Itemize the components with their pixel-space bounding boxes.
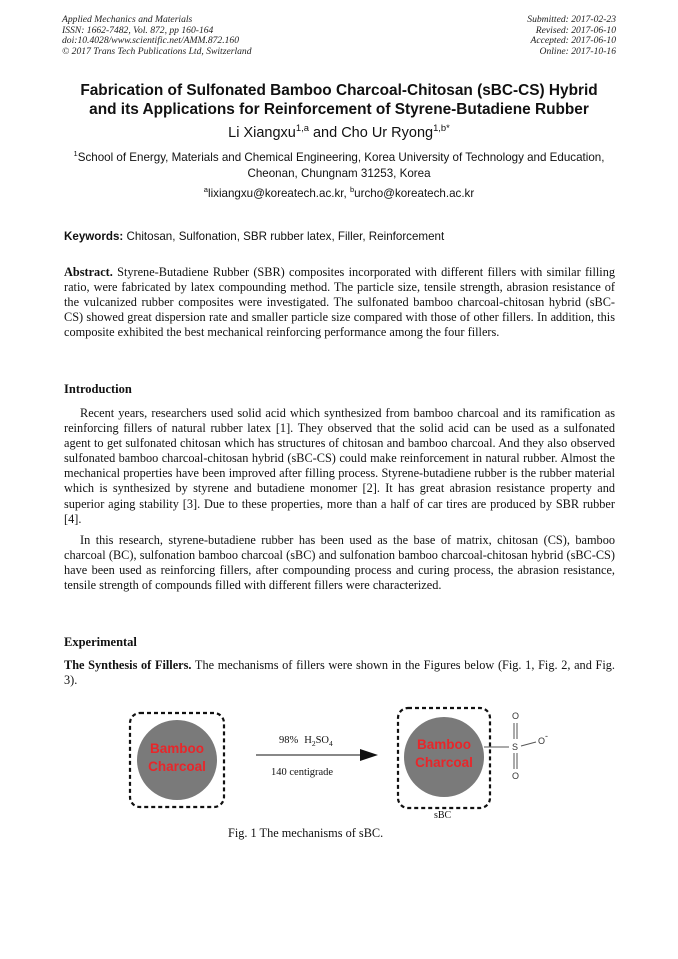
keywords-text: Chitosan, Sulfonation, SBR rubber latex, Filler, Reinforcement [123, 230, 445, 243]
author-emails [40, 187, 638, 200]
author-1: Li Xiangxu [228, 125, 296, 141]
author-and: and [308, 125, 342, 141]
title-line-1: Fabrication of Sulfonated Bamboo Charcoal-Chitosan (sBC-CS) Hybrid [80, 82, 598, 99]
journal-issn: ISSN: 1662-7482, Vol. 872, pp 160-164 [62, 24, 214, 36]
abstract-text: Styrene-Butadiene Rubber (SBR) composites incorporated with different fillers with similar filling ratio, were fabricated by latex compounding method. The particle size, tensile strength, abrasion resistance of the vulcanized rubber composites were investigated. The sulfonated bamboo charcoal-chitosan hybrid (sBC-CS) showed great dispersion rate and smaller particle size compared with those of other fillers. In addition, this composite exhibited the best mechanical reinforcing performance among the four fillers. [64, 265, 615, 340]
figure-1 [128, 705, 578, 823]
oxygen-top: O [512, 711, 520, 721]
figure-1-caption: Fig. 1 The mechanisms of sBC. [228, 826, 384, 840]
so-single-bond [521, 742, 536, 746]
synthesis-paragraph [64, 658, 615, 688]
sbc-label: sBC [434, 810, 452, 821]
accepted-date: Accepted: 2017-06-10 [530, 35, 616, 47]
oxygen-right: O [538, 736, 546, 746]
email-a[interactable]: lixiangxu@koreatech.ac.kr [208, 187, 344, 200]
email-b[interactable]: urcho@koreatech.ac.kr [354, 187, 475, 200]
journal-doi: doi:10.4028/www.scientific.net/AMM.872.160 [62, 35, 240, 47]
introduction-heading: Introduction [64, 382, 132, 396]
reaction-condition: 140 centigrade [271, 767, 334, 778]
reagent-sub-4: 4 [329, 739, 333, 748]
journal-header-left [62, 15, 252, 57]
email-separator: , [343, 187, 350, 200]
author-1-sup: 1,a [295, 122, 309, 134]
right-label-line-1: Bamboo [417, 737, 471, 752]
sulfur-atom: S [512, 742, 519, 752]
author-2-sup: 1,b* [433, 122, 450, 134]
reaction-arrow-head [360, 749, 378, 761]
affiliation-text: School of Energy, Materials and Chemical Engineering, Korea University of Technology and Education, Cheonan, Chungnam 31253, Korea [77, 151, 605, 180]
introduction-paragraph-2: In this research, styrene-butadiene rubber has been used as the base of matrix, chitosan (CS), bamboo charcoal (BC), sulfonation bamboo charcoal (sBC) and sulfonation bamboo charcoal-chitosan hybrid (sBC-CS) have been used as reinforcing fillers, after compounding process and curing process, the abrasion resistance, tensile strength of compounds filled with different fillers were characterized. [64, 533, 615, 593]
affiliation-sup: 1 [73, 149, 78, 159]
oxygen-bottom: O [512, 771, 520, 781]
synthesis-label: The Synthesis of Fillers. [64, 658, 192, 672]
keywords-label: Keywords: [64, 230, 124, 243]
affiliation [60, 150, 618, 181]
left-label-line-2: Charcoal [148, 759, 206, 774]
experimental-heading: Experimental [64, 635, 137, 649]
paper-title [40, 82, 638, 119]
revised-date: Revised: 2017-06-10 [535, 24, 616, 36]
abstract-label: Abstract. [64, 265, 113, 279]
left-label-line-1: Bamboo [150, 741, 204, 756]
email-b-sup: b [349, 185, 355, 195]
figure-1-diagram [128, 705, 578, 823]
email-a-sup: a [203, 185, 208, 195]
title-line-2: and its Applications for Reinforcement of Styrene-Butadiene Rubber [89, 100, 589, 118]
synthesis-text: The mechanisms of fillers were shown in the Figures below (Fig. 1, Fig. 2, and Fig. 3). [64, 658, 615, 688]
right-label-line-2: Charcoal [415, 755, 473, 770]
submitted-date: Submitted: 2017-02-23 [527, 14, 616, 25]
journal-copyright: © 2017 Trans Tech Publications Ltd, Switzerland [62, 45, 252, 57]
keywords [64, 230, 616, 243]
online-date: Online: 2017-10-16 [539, 45, 616, 57]
journal-name: Applied Mechanics and Materials [62, 14, 193, 25]
oxygen-charge: - [545, 731, 548, 741]
author-2: Cho Ur Ryong [341, 125, 434, 141]
reagent-label [279, 735, 333, 748]
introduction-paragraph-1: Recent years, researchers used solid acid which synthesized from bamboo charcoal and its ramification as reinforcing fillers of natural rubber latex [1]. They observed that the solid acid can be used as a sulfonated agent to get sulfonated chitosan which has structures of chitosan and bamboo charcoal. And they also observed sulfonated bamboo charcoal-chitosan hybrid (sBC-CS) could make reinforcement in natural rubber. Almost the mechanical properties have been improved after filling process. Styrene-butadiene rubber is the rubber material which is synthesized by styrene and butadiene monomer [2]. It has great abrasion resistance property and superior aging stability [3]. Due to these properties, more than a half of car tires are produced by SBR rubber [4]. [64, 406, 615, 526]
reagent-so: SO [315, 735, 330, 746]
reagent-percent: 98% [279, 735, 299, 746]
reagent-sub-2: 2 [311, 739, 316, 748]
author-list [40, 122, 638, 141]
journal-header-right [527, 15, 616, 57]
reagent-h: H [304, 735, 312, 746]
abstract [64, 265, 615, 340]
